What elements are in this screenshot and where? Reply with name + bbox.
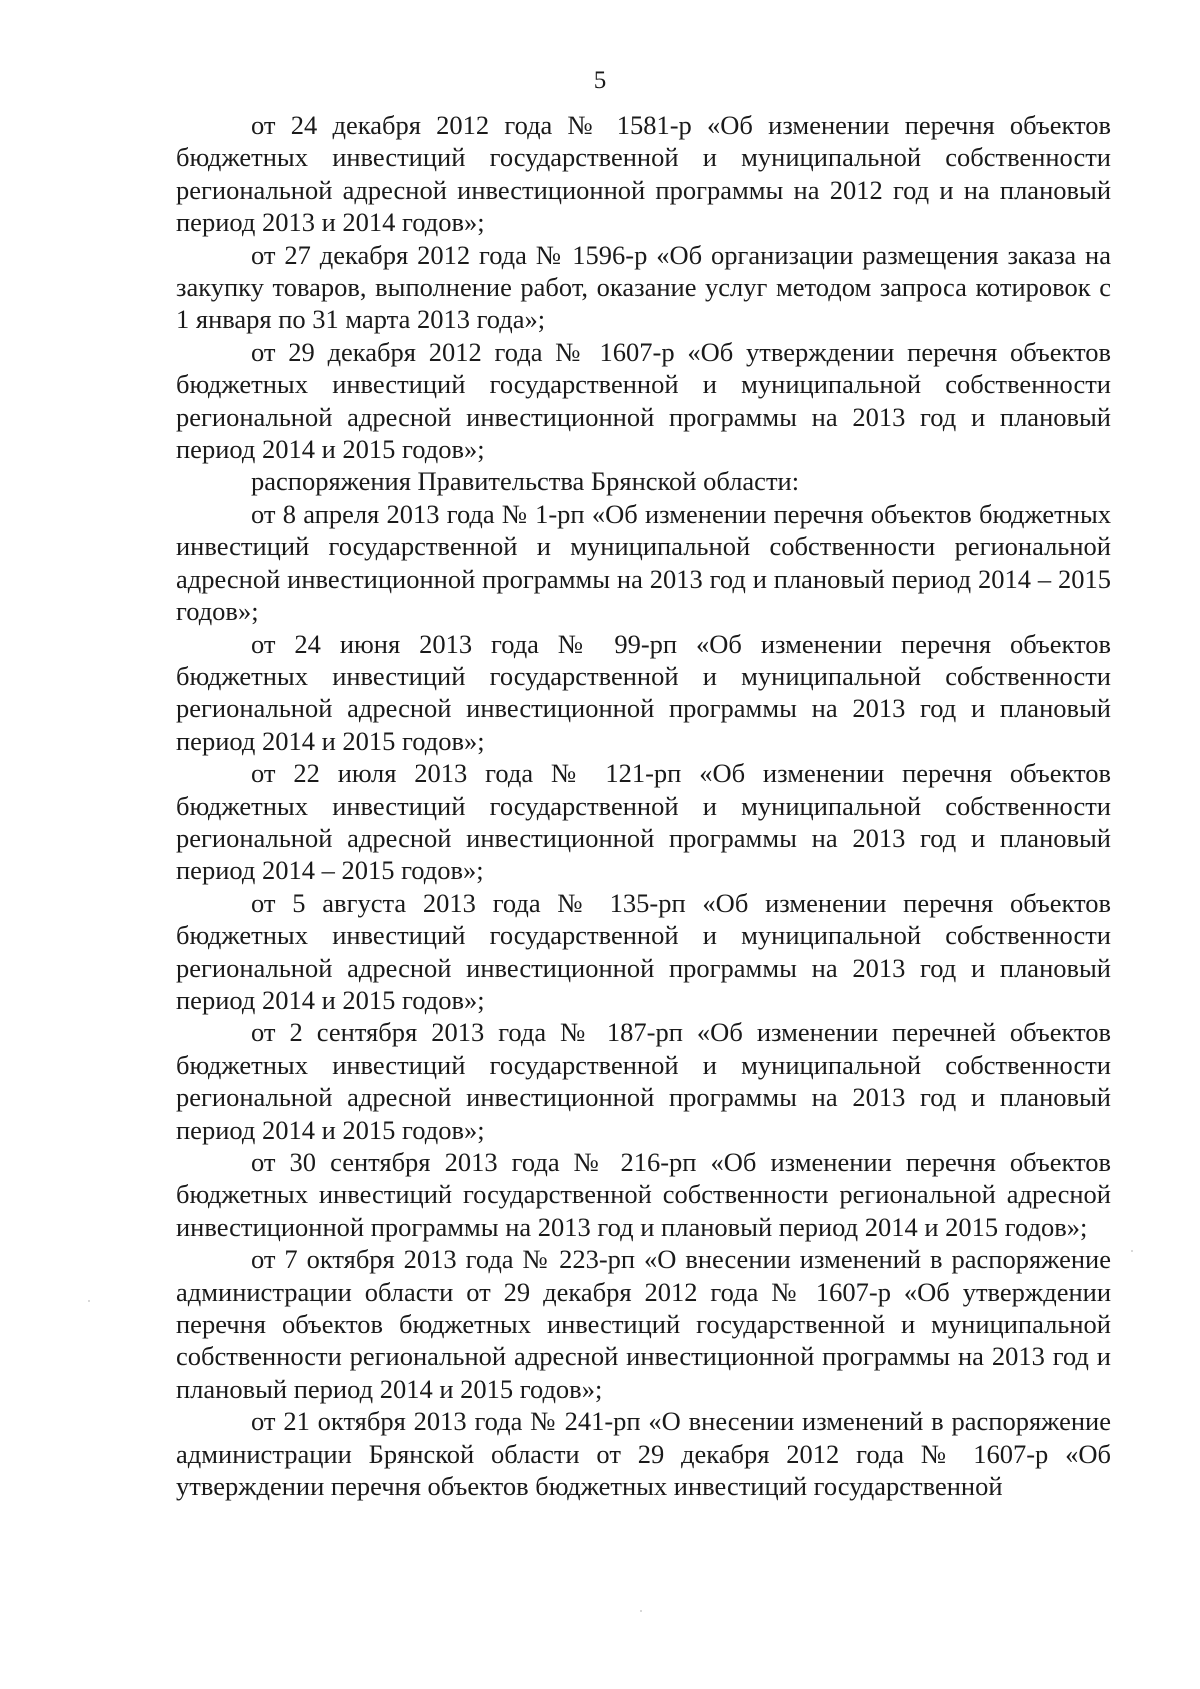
paragraph-order-1607: от 29 декабря 2012 года № 1607-р «Об утверждении перечня объектов бюджетных инвестиций государственной и муниципальной собственности региональной адресной инвестиционной программы на 2013 год и плановый период 2014 и 2015 годов»; bbox=[176, 336, 1111, 465]
paragraph-order-223-rp: от 7 октября 2013 года № 223-рп «О внесении изменений в распоряжение администрации области от 29 декабря 2012 года № 1607-р «Об утверждении перечня объектов бюджетных инвестиций государственной и муниципальной собственности региональной адресной инвестиционной программы на 2013 год и плановый период 2014 и 2015 годов»; bbox=[176, 1244, 1111, 1404]
scan-speck bbox=[88, 1300, 90, 1302]
paragraph-order-99-rp: от 24 июня 2013 года № 99-рп «Об изменении перечня объектов бюджетных инвестиций государственной и муниципальной собственности региональной адресной инвестиционной программы на 2013 год и плановый период 2014 и 2015 годов»; bbox=[176, 628, 1111, 756]
paragraph-order-121-rp: от 22 июля 2013 года № 121-рп «Об изменении перечня объектов бюджетных инвестиций государственной и муниципальной собственности региональной адресной инвестиционной программы на 2013 год и плановый период 2014 – 2015 годов»; bbox=[176, 758, 1111, 886]
page-number: 5 bbox=[593, 67, 607, 94]
scan-speck bbox=[1131, 1250, 1133, 1252]
paragraph-order-1-rp: от 8 апреля 2013 года № 1-рп «Об изменении перечня объектов бюджетных инвестиций государственной и муниципальной собственности региональной адресной инвестиционной программы на 2013 год и плановый период 2014 – 2015 годов»; bbox=[176, 498, 1111, 627]
paragraph-order-216-rp: от 30 сентября 2013 года № 216-рп «Об изменении перечня объектов бюджетных инвестиций государственной собственности региональной адресной инвестиционной программы на 2013 год и плановый период 2014 и 2015 годов»; bbox=[176, 1147, 1111, 1242]
paragraph-order-1596: от 27 декабря 2012 года № 1596-р «Об организации размещения заказа на закупку товаров, выполнение работ, оказание услуг методом запроса котировок с 1 января по 31 марта 2013 года»; bbox=[176, 239, 1111, 335]
paragraph-order-241-rp: от 21 октября 2013 года № 241-рп «О внесении изменений в распоряжение администрации Брянской области от 29 декабря 2012 года № 1607-р «Об утверждении перечня объектов бюджетных инвестиций государственной bbox=[176, 1406, 1111, 1502]
scan-speck bbox=[640, 1610, 642, 1612]
paragraph-order-187-rp: от 2 сентября 2013 года № 187-рп «Об изменении перечней объектов бюджетных инвестиций государственной и муниципальной собственности региональной адресной инвестиционной программы на 2013 год и плановый период 2014 и 2015 годов»; bbox=[176, 1017, 1111, 1145]
paragraph-government-orders-heading: распоряжения Правительства Брянской области: bbox=[251, 466, 800, 497]
document-body bbox=[176, 109, 1111, 1502]
paragraph-order-1581: от 24 декабря 2012 года № 1581-р «Об изменении перечня объектов бюджетных инвестиций государственной и муниципальной собственности региональной адресной инвестиционной программы на 2012 год и на плановый период 2013 и 2014 годов»; bbox=[176, 110, 1111, 238]
paragraph-order-135-rp: от 5 августа 2013 года № 135-рп «Об изменении перечня объектов бюджетных инвестиций государственной и муниципальной собственности региональной адресной инвестиционной программы на 2013 год и плановый период 2014 и 2015 годов»; bbox=[176, 887, 1111, 1015]
